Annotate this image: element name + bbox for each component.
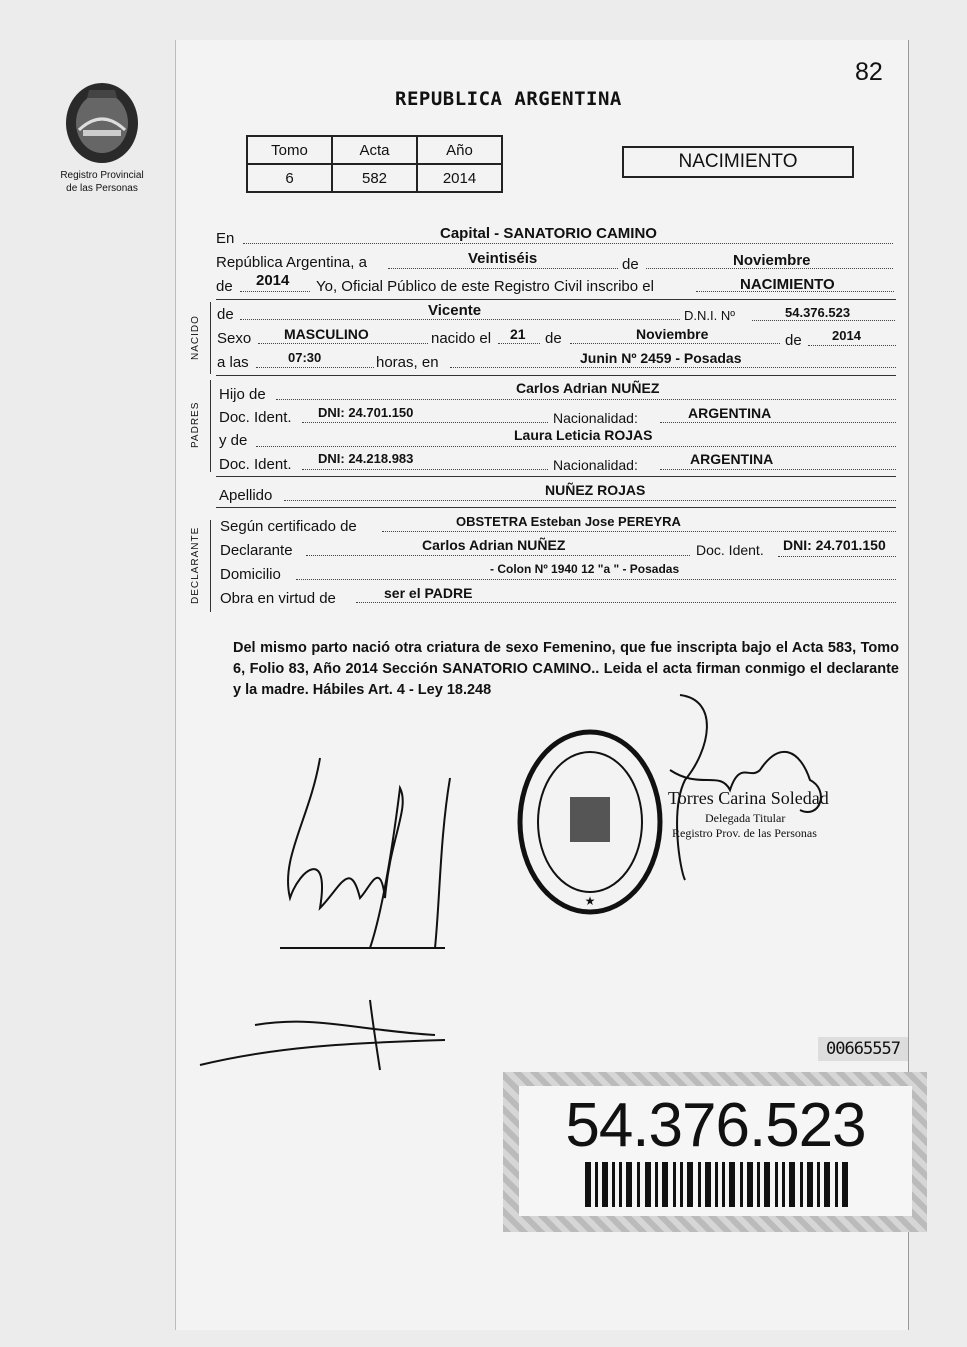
y-de-label: y de bbox=[219, 432, 248, 449]
declarante-doc-label: Doc. Ident. bbox=[696, 542, 764, 558]
segun-label: Según certificado de bbox=[220, 518, 357, 535]
registry-table bbox=[246, 135, 503, 193]
de2-label: de bbox=[216, 278, 233, 295]
domicilio-value: - Colon Nº 1940 12 "a " - Posadas bbox=[490, 562, 680, 576]
declarante-value: Carlos Adrian NUÑEZ bbox=[422, 537, 566, 553]
hijo-de-label: Hijo de bbox=[219, 386, 266, 403]
father-doc-label: Doc. Ident. bbox=[219, 409, 292, 426]
sexo-label: Sexo bbox=[217, 330, 252, 347]
child-sex: MASCULINO bbox=[284, 326, 369, 342]
coat-of-arms-icon bbox=[57, 78, 147, 168]
mother-nationality: ARGENTINA bbox=[690, 451, 774, 467]
value-acta: 582 bbox=[332, 164, 417, 192]
svg-text:★: ★ bbox=[584, 894, 596, 908]
child-dni: 54.376.523 bbox=[785, 305, 851, 320]
official-role: Delegada Titular bbox=[705, 811, 786, 825]
republica-label: República Argentina, a bbox=[216, 254, 367, 271]
logo-caption-2: de las Personas bbox=[66, 183, 138, 194]
mother-nationality-label: Nacionalidad: bbox=[553, 457, 638, 473]
side-label-padres: PADRES bbox=[190, 401, 201, 448]
birth-place: Junin Nº 2459 - Posadas bbox=[580, 350, 742, 366]
mother-doc-label: Doc. Ident. bbox=[219, 456, 292, 473]
registry-logo bbox=[52, 78, 152, 194]
observation-text: Del mismo parto nació otra criatura de sexo Femenino, que fue inscripta bajo el Acta 583, Tomo 6, Folio 83, Año 2014 Sección SANATORIO CAMINO.. Leida el acta firman conmigo el declarante y la madre. Hábiles Art. 4 - Ley 18.248 bbox=[233, 640, 899, 698]
segun-value: OBSTETRA Esteban Jose PEREYRA bbox=[456, 514, 681, 529]
value-tomo: 6 bbox=[247, 164, 332, 192]
de-label: de bbox=[622, 256, 639, 273]
nacido-de2-label: de bbox=[545, 330, 562, 347]
header-anio: Año bbox=[417, 136, 502, 164]
obra-label: Obra en virtud de bbox=[220, 590, 336, 607]
father-nationality: ARGENTINA bbox=[688, 405, 772, 421]
record-type-box: NACIMIENTO bbox=[622, 146, 854, 178]
official-name: Torres Carina Soledad bbox=[668, 788, 829, 808]
month-value: Noviembre bbox=[733, 252, 811, 269]
child-name: Vicente bbox=[428, 302, 482, 319]
en-value: Capital - SANATORIO CAMINO bbox=[440, 225, 657, 242]
declarante-label: Declarante bbox=[220, 542, 293, 559]
barcode bbox=[585, 1162, 850, 1207]
mother-name: Laura Leticia ROJAS bbox=[514, 427, 653, 443]
alas-label: a las bbox=[217, 354, 249, 371]
side-label-nacido: NACIDO bbox=[190, 315, 201, 360]
horas-label: horas, en bbox=[376, 354, 439, 371]
father-doc: DNI: 24.701.150 bbox=[318, 405, 414, 420]
apellido-label: Apellido bbox=[219, 487, 273, 504]
obra-value: ser el PADRE bbox=[384, 585, 473, 601]
birth-year: 2014 bbox=[832, 328, 861, 343]
day-value: Veintiséis bbox=[468, 250, 538, 267]
official-seal bbox=[515, 727, 665, 922]
inscribo-value: NACIMIENTO bbox=[740, 276, 835, 293]
nacido-el-label: nacido el bbox=[431, 330, 492, 347]
apellido-value: NUÑEZ ROJAS bbox=[545, 482, 646, 498]
witness-signature bbox=[195, 995, 455, 1075]
serial-number: 00665557 bbox=[818, 1037, 908, 1061]
father-nationality-label: Nacionalidad: bbox=[553, 410, 638, 426]
declarant-signature bbox=[260, 748, 470, 958]
logo-caption-1: Registro Provincial bbox=[60, 170, 144, 181]
header-tomo: Tomo bbox=[247, 136, 332, 164]
birth-month: Noviembre bbox=[636, 326, 709, 342]
domicilio-label: Domicilio bbox=[220, 566, 281, 583]
oficial-text: Yo, Oficial Público de este Registro Civil inscribo el bbox=[316, 278, 654, 295]
birth-time: 07:30 bbox=[288, 350, 322, 365]
en-label: En bbox=[216, 230, 235, 247]
year-value: 2014 bbox=[256, 272, 290, 289]
dni-label: D.N.I. Nº bbox=[684, 308, 735, 323]
mother-doc: DNI: 24.218.983 bbox=[318, 451, 414, 466]
document-title: REPUBLICA ARGENTINA bbox=[395, 88, 622, 110]
nacido-de-label: de bbox=[217, 306, 234, 323]
id-label-number: 54.376.523 bbox=[565, 1091, 866, 1160]
father-name: Carlos Adrian NUÑEZ bbox=[516, 380, 660, 396]
official-office: Registro Prov. de las Personas bbox=[672, 826, 817, 840]
page-number: 82 bbox=[855, 58, 883, 86]
birth-day: 21 bbox=[510, 326, 526, 342]
declarante-doc: DNI: 24.701.150 bbox=[783, 537, 886, 553]
side-label-declarante: DECLARANTE bbox=[190, 526, 201, 604]
header-acta: Acta bbox=[332, 136, 417, 164]
nacido-de3-label: de bbox=[785, 332, 802, 349]
value-anio: 2014 bbox=[417, 164, 502, 192]
